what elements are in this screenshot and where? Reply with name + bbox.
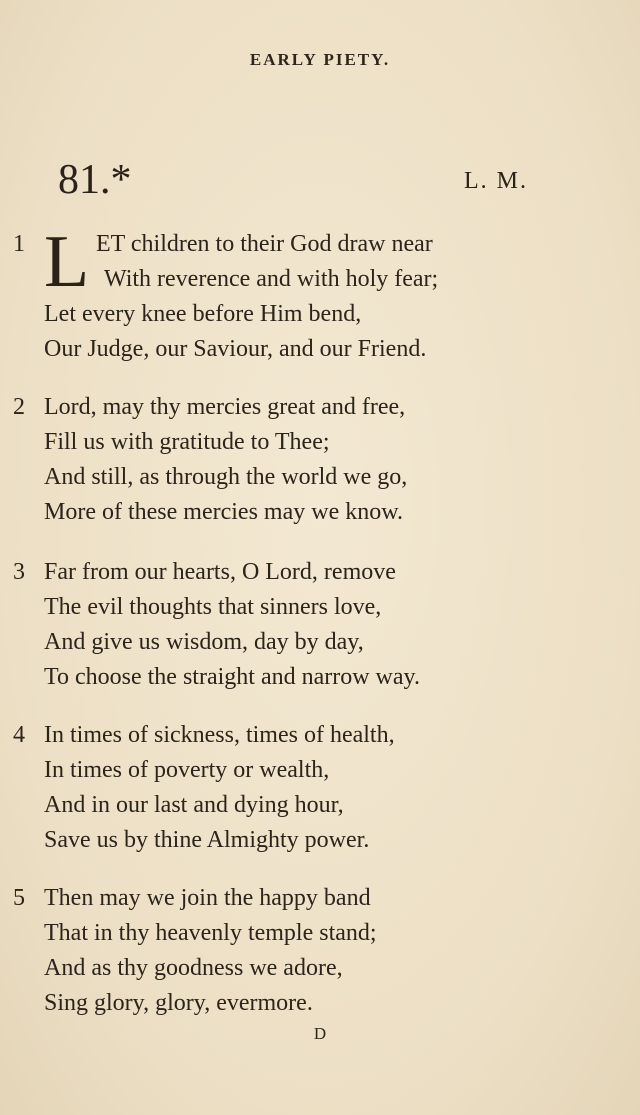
stanza-line: Our Judge, our Saviour, and our Friend. (44, 336, 427, 362)
stanza-line: Let every knee before Him bend, (44, 301, 362, 327)
stanza-line: And still, as through the world we go, (44, 464, 408, 490)
stanza-line: Lord, may thy mercies great and free, (44, 394, 406, 420)
stanza-line: More of these mercies may we know. (44, 499, 403, 525)
stanza-line: Fill us with gratitude to Thee; (44, 429, 330, 455)
stanza-line: And in our last and dying hour, (44, 792, 344, 818)
stanza-number: 5 (13, 885, 25, 911)
stanza-number: 2 (13, 394, 25, 420)
stanza-number: 1 (13, 231, 25, 257)
stanza-line: And as thy goodness we adore, (44, 955, 343, 981)
stanza-line: Then may we join the happy band (44, 885, 371, 911)
stanza-line: Sing glory, glory, evermore. (44, 990, 313, 1016)
signature-mark: D (313, 1024, 327, 1043)
stanza-line: And give us wisdom, day by day, (44, 629, 364, 655)
hymn-meter: L. M. (464, 168, 528, 194)
stanza-line: To choose the straight and narrow way. (44, 664, 420, 690)
stanza-line: ET children to their God draw near (96, 231, 433, 257)
stanza-line: Save us by thine Almighty power. (44, 827, 370, 853)
stanza-line: With reverence and with holy fear; (104, 266, 439, 292)
stanza-line: In times of poverty or wealth, (44, 757, 330, 783)
stanza-line: The evil thoughts that sinners love, (44, 594, 382, 620)
stanza-line: That in thy heavenly temple stand; (44, 920, 377, 946)
stanza-line: Far from our hearts, O Lord, remove (44, 559, 396, 585)
running-head: EARLY PIETY. (249, 50, 391, 69)
drop-cap: L (44, 221, 90, 303)
stanza-number: 4 (13, 722, 25, 748)
hymn-number: 81.* (58, 157, 132, 203)
stanza-number: 3 (13, 559, 25, 585)
stanza-line: In times of sickness, times of health, (44, 722, 395, 748)
